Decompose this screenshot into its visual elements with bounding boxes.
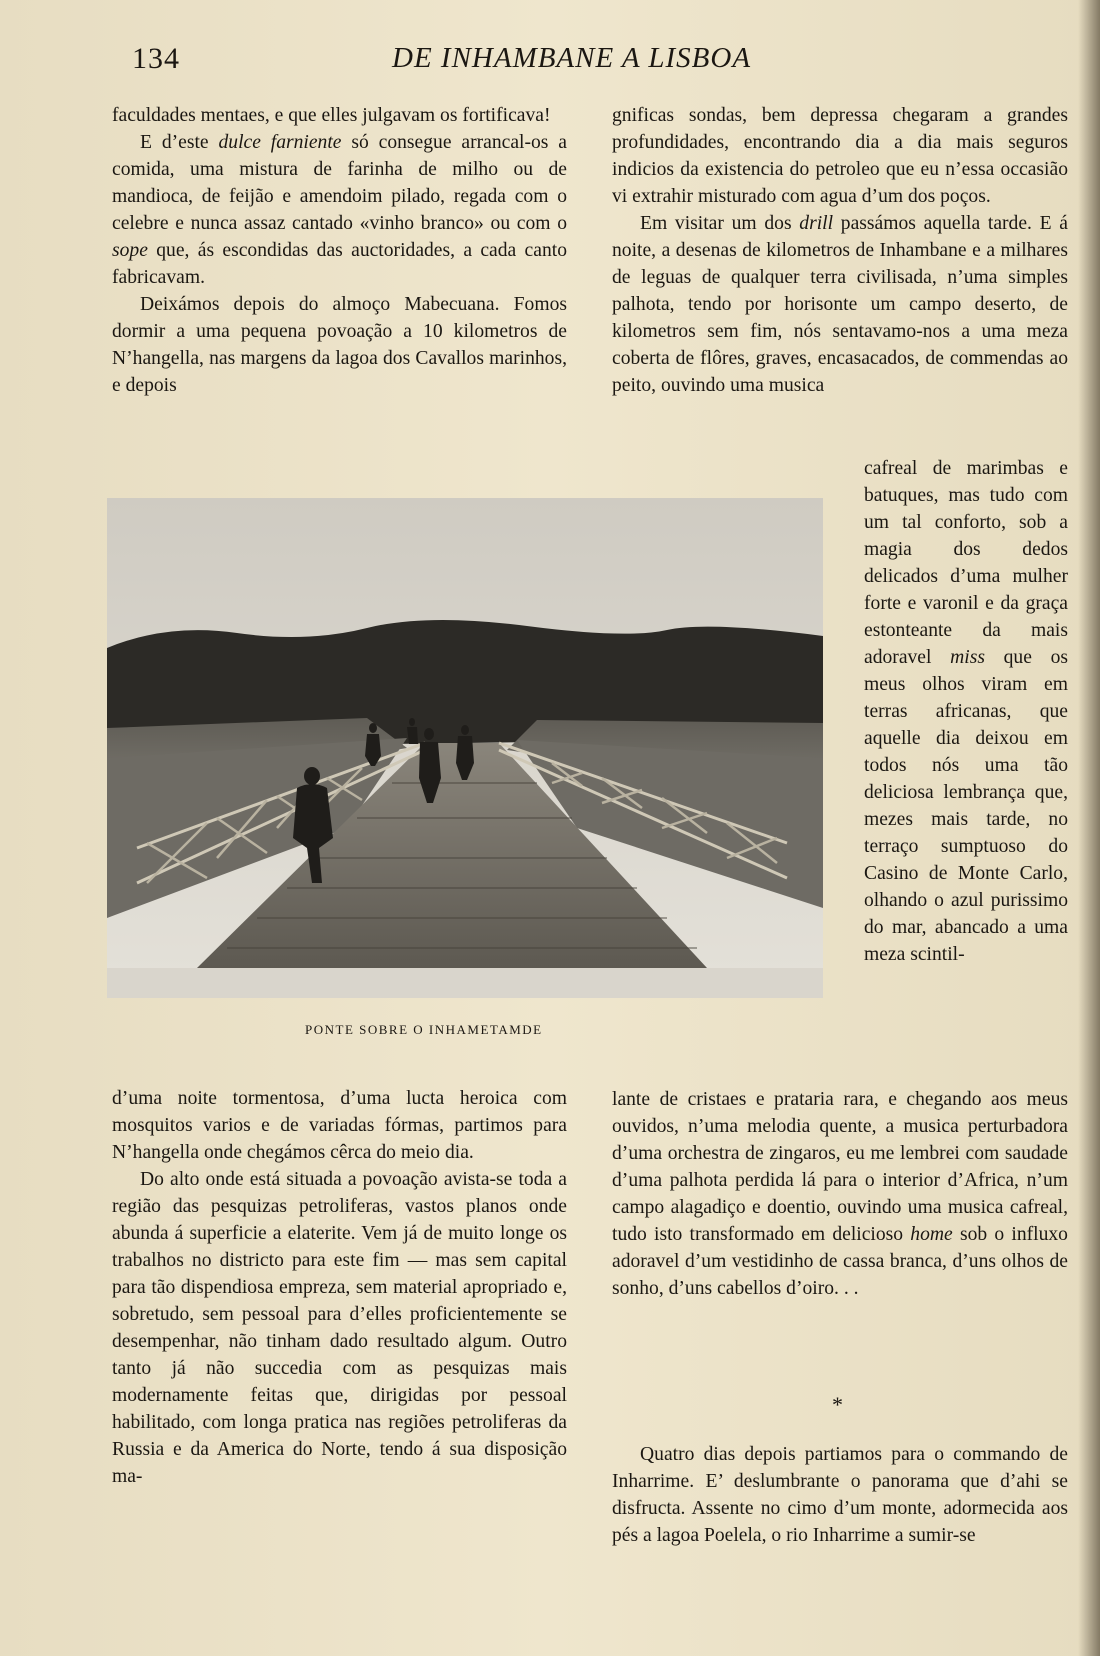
page-edge-shadow [1078, 0, 1100, 1656]
paragraph: Do alto onde está situada a povoação avista-se toda a região das pesquizas petroliferas, vastos planos onde abunda á superficie a elaterite. Vem já de muito longe os trabalhos no districto para este fim — mas sem capital para tão dispendiosa empreza, sem material apropriado e, sobretudo, sem pessoal para d’elles proficientemente se desempenhar, não tinham dado resultado algum. Outro tanto já não succedia com as pesquizas mais modernamente feitas que, dirigidas por pessoal habilitado, com longa pratica nas regiões petroliferas da Russia e da America do Norte, tendo á sua disposição ma- [112, 1169, 567, 1487]
paragraph: lante de cristaes e prataria rara, e chegando aos meus ouvidos, n’uma melodia quente, a musica perturbadora d’uma orchestra de zingaros, eu me lembrei com saudade d’uma palhota perdida lá para o interior d’Africa, n’um campo alagadiço e doentio, ouvindo uma musica cafreal, tudo isto transformado em delicioso home sob o influxo adoravel d’um vestidinho de cassa branca, d’uns olhos de sonho, d’uns cabellos d’oiro. . . [612, 1089, 1068, 1299]
left-column-bottom-text [112, 1085, 567, 1490]
right-column-narrow-text [864, 455, 1068, 968]
page-number: 134 [132, 42, 180, 75]
left-column-top-text [112, 102, 567, 399]
paragraph: cafreal de marimbas e batuques, mas tudo com um tal conforto, sob a magia dos dedos delicados d’uma mulher forte e varonil e da graça estonteante da mais adoravel miss que os meus olhos viram em terras africanas, que aquelle dia deixou em todos nós uma tão deliciosa lembrança que, mezes mais tarde, no terraço sumptuoso do Casino de Monte Carlo, olhando o azul purissimo do mar, abancado a uma meza scintil- [864, 458, 1068, 965]
paragraph: Quatro dias depois partiamos para o commando de Inharrime. E’ deslumbrante o panorama que d’ahi se disfructa. Assente no cimo d’um monte, adormecida aos pés a lagoa Poelela, o rio Inharrime a sumir-se [612, 1444, 1068, 1546]
bridge-photograph [107, 498, 823, 998]
right-column-mid-text [612, 1086, 1068, 1302]
running-title: DE INHAMBANE A LISBOA [392, 42, 752, 74]
right-column-top-text [612, 102, 1068, 399]
paragraph: faculdades mentaes, e que elles julgavam os fortificava! [112, 105, 551, 126]
figure-caption: PONTE SOBRE O INHAMETAMDE [305, 1022, 543, 1037]
paragraph: d’uma noite tormentosa, d’uma lucta heroica com mosquitos varios e de variadas fórmas, partimos para N’hangella onde chegámos cêrca do meio dia. [112, 1088, 567, 1163]
section-separator: * [832, 1392, 843, 1417]
paragraph: Em visitar um dos drill passámos aquella tarde. E á noite, a desenas de kilometros de Inhambane e a milhares de leguas de qualquer terra civilisada, n’uma simples palhota, tendo por horisonte um campo deserto, de kilometros sem fim, nós sentavamo-nos a uma meza coberta de flôres, graves, encasacados, de commendas ao peito, ouvindo uma musica [612, 213, 1069, 396]
paragraph: Deixámos depois do almoço Mabecuana. Fomos dormir a uma pequena povoação a 10 kilometros de N’hangella, nas margens da lagoa dos Cavallos marinhos, e depois [112, 294, 567, 396]
paragraph: E d’este dulce farniente só consegue arrancal-os a comida, uma mistura de farinha de milho ou de mandioca, de feijão e amendoim pilado, regada com o celebre e nunca assaz cantado «vinho branco» ou com o sope que, ás escondidas das auctoridades, a cada canto fabricavam. [112, 132, 567, 288]
paragraph: gnificas sondas, bem depressa chegaram a grandes profundidades, encontrando dia a dia mais seguros indicios da existencia do petroleo que eu n’essa occasião vi extrahir misturado com agua d’um dos poços. [612, 105, 1068, 207]
right-column-bottom-text [612, 1441, 1068, 1549]
